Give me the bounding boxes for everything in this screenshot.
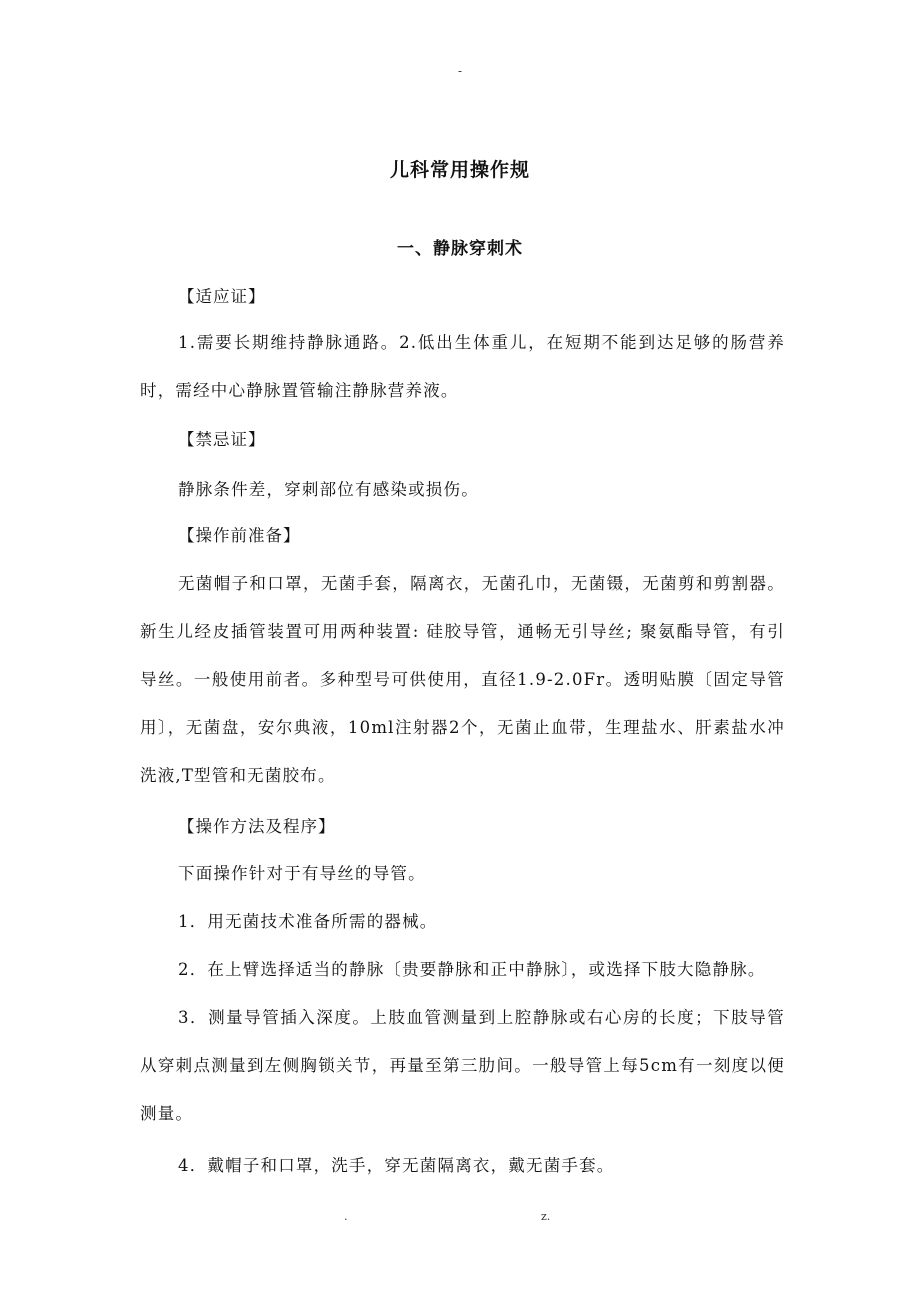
indications-heading: 【适应证】 — [178, 287, 266, 306]
page-header-mark: - — [457, 64, 463, 78]
procedure-step-4: 4．戴帽子和口罩，洗手，穿无菌隔离衣，戴无菌手套。 — [178, 1156, 615, 1175]
procedure-heading: 【操作方法及程序】 — [178, 817, 336, 836]
footer-right-mark: z. — [541, 1210, 551, 1223]
procedure-step-2: 2．在上臂选择适当的静脉〔贵要静脉和正中静脉〕，或选择下肢大隐静脉。 — [178, 960, 766, 979]
contraindications-heading: 【禁忌证】 — [178, 430, 266, 449]
section-title: 一、静脉穿刺术 — [397, 239, 523, 259]
indications-text: 1.需要长期维持静脉通路。2.低出生体重儿，在短期不能到达足够的肠营养时，需经中心静脉置管输注静脉营养液。 — [140, 333, 785, 400]
preparation-heading: 【操作前准备】 — [178, 526, 301, 545]
indications-paragraph — [140, 319, 785, 415]
preparation-text: 无菌帽子和口罩，无菌手套，隔离衣，无菌孔巾，无菌镊，无菌剪和剪割器。新生儿经皮插管装置可用两种装置: 硅胶导管，通畅无引导丝; 聚氨酯导管，有引导丝。一般使用前者。多种型号可供使用，直径1.9-2.0Fr。透明贴膜〔固定导管用〕，无菌盘，安尔典液，10ml注射器2个，无菌止血带，生理盐水、肝素盐水冲洗液,T型管和无菌胶布。 — [140, 574, 785, 785]
contraindications-text: 静脉条件差，穿刺部位有感染或损伤。 — [178, 480, 479, 499]
procedure-step-3-paragraph — [140, 994, 785, 1138]
procedure-step-1: 1．用无菌技术准备所需的器械。 — [178, 912, 438, 931]
procedure-step-3: 3．测量导管插入深度。上肢血管测量到上腔静脉或右心房的长度；下肢导管从穿刺点测量到左侧胸锁关节，再量至第三肋间。一般导管上每5cm有一刻度以便测量。 — [140, 1008, 785, 1123]
preparation-paragraph — [140, 560, 785, 800]
footer-left-mark: . — [344, 1210, 348, 1223]
procedure-intro: 下面操作针对于有导丝的导管。 — [178, 864, 426, 883]
document-title: 儿科常用操作规 — [389, 159, 530, 181]
